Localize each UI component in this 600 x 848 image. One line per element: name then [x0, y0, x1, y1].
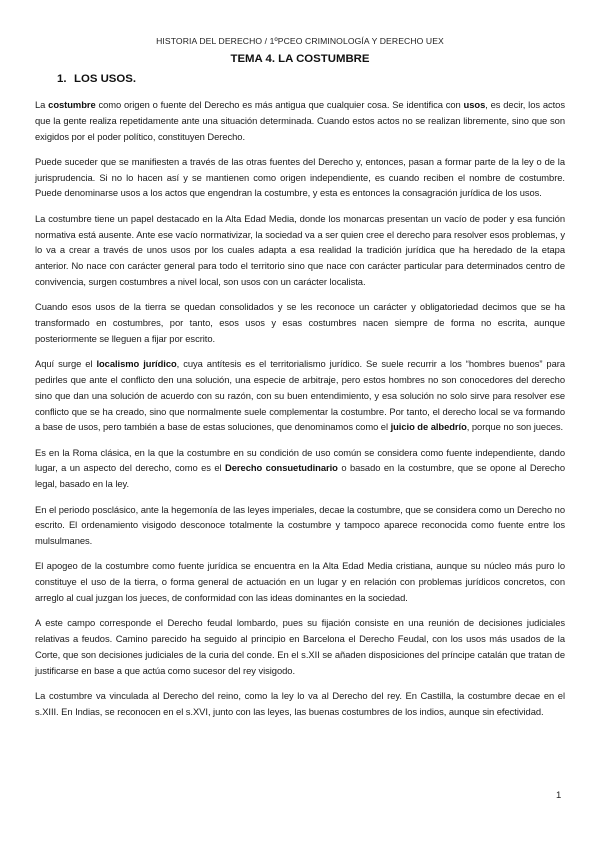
paragraph: La costumbre tiene un papel destacado en la Alta Edad Media, donde los monarcas presentan un vacío de poder y esa función normativa está ausente. Ante ese vacío normativizar, la sociedad va a ser quien cree el derecho para resolver esos problemas, y lo va a crear a través de unos usos por los cuales adapta a esa realidad la tradición jurídica que ha heredado de la etapa anterior. No nace con carácter general para todo el territorio sino que nace con carácter particular para determinados centro de convivencia, surgen costumbres a nivel local, son usos con un carácter localista.: [35, 212, 565, 287]
body-text: [35, 97, 565, 729]
paragraph: Es en la Roma clásica, en la que la costumbre en su condición de uso común se considera como fuente independiente, dando lugar, a un aspecto del derecho, como es el Derecho consuetudinario o basado en la costumbre, que se opone al Derecho legal, basado en la ley.: [35, 446, 565, 490]
paragraph: A este campo corresponde el Derecho feudal lombardo, pues su fijación consiste en una reunión de decisiones judiciales relativas a feudos. Camino parecido ha seguido al principio en Barcelona el Derecho Feudal, con los usos más usados de la Corte, que son decisiones judiciales de la curia del conde. En el s.XII se añaden disposiciones del príncipe catalán que tratan de justificarse en base a que actúa como sucesor del rey visigodo.: [35, 617, 565, 676]
section-number: 1.: [57, 73, 67, 85]
paragraph: La costumbre va vinculada al Derecho del reino, como la ley lo va al Derecho del rey. En Castilla, la costumbre decae en el s.XIII. En Indias, se reconocen en el s.XVI, junto con las leyes, las buenas costumbres de los indios, aunque sin efectividad.: [35, 690, 565, 717]
paragraph: Aquí surge el localismo jurídico, cuya antítesis es el territorialismo jurídico. Se suele recurrir a los “hombres buenos” para pedirles que ante el conflicto den una solución, una especie de arbitraje, pero estos hombres no son conocedores del derecho sino que dan una solución de acuerdo con su razón, con su buen entendimiento, y esa solución no solo sirve para resolver ese conflicto que se ha creado, sino que normalmente suele complementar la costumbre. Por tanto, el derecho local se va formando a base de usos, pero también a base de estas soluciones, que denominamos como el juicio de albedrío, porque no son jueces.: [35, 358, 566, 433]
section-label: LOS USOS.: [74, 73, 137, 85]
paragraph: Cuando esos usos de la tierra se quedan consolidados y se les reconoce un carácter y obligatoriedad decimos que se ha transformado en costumbres, por tanto, esos usos y esas costumbres nacen siempre de forma no escrita, aunque posteriormente se lleguen a fijar por escrito.: [35, 301, 565, 344]
paragraph: En el periodo posclásico, ante la hegemonía de las leyes imperiales, decae la costumbre, que se considera como un Derecho no escrito. El ordenamiento visigodo desconoce totalmente la costumbre y tampoco aparece reconocida como fuente entre los mulsulmanes.: [35, 503, 565, 547]
paragraph: El apogeo de la costumbre como fuente jurídica se encuentra en la Alta Edad Media cristiana, aunque su núcleo más puro lo constituye el uso de la tierra, o forma general de actuación en un lugar y en relación con problemas jurídicos concretos, con arreglo al cual juzgan los jueces, de conformidad con las ideas dominantes en la sociedad.: [35, 560, 565, 604]
page-title: TEMA 4. LA COSTUMBRE: [230, 53, 370, 65]
page-number: 1: [556, 790, 562, 801]
running-header: HISTORIA DEL DERECHO / 1ºPCEO CRIMINOLOGÍA Y DERECHO UEX: [156, 36, 444, 46]
paragraph: Puede suceder que se manifiesten a través de las otras fuentes del Derecho y, entonces, pasan a formar parte de la ley o de la jurisprudencia. Si no lo hacen así y se mantienen como origen independiente, es cuando reciben el nombre de costumbre. Puede denominarse usos a los actos que engendran la costumbre, y esta es entonces la consagración jurídica de los usos.: [35, 155, 565, 199]
paragraph: La costumbre como origen o fuente del Derecho es más antigua que cualquier cosa. Se identifica con usos, es decir, los actos que la gente realiza repetidamente ante una situación determinada. Cuando estos actos no se realizan libremente, sino que son exigidos por el poder político, constituyen Derecho.: [35, 99, 565, 142]
section-heading: [57, 73, 136, 85]
